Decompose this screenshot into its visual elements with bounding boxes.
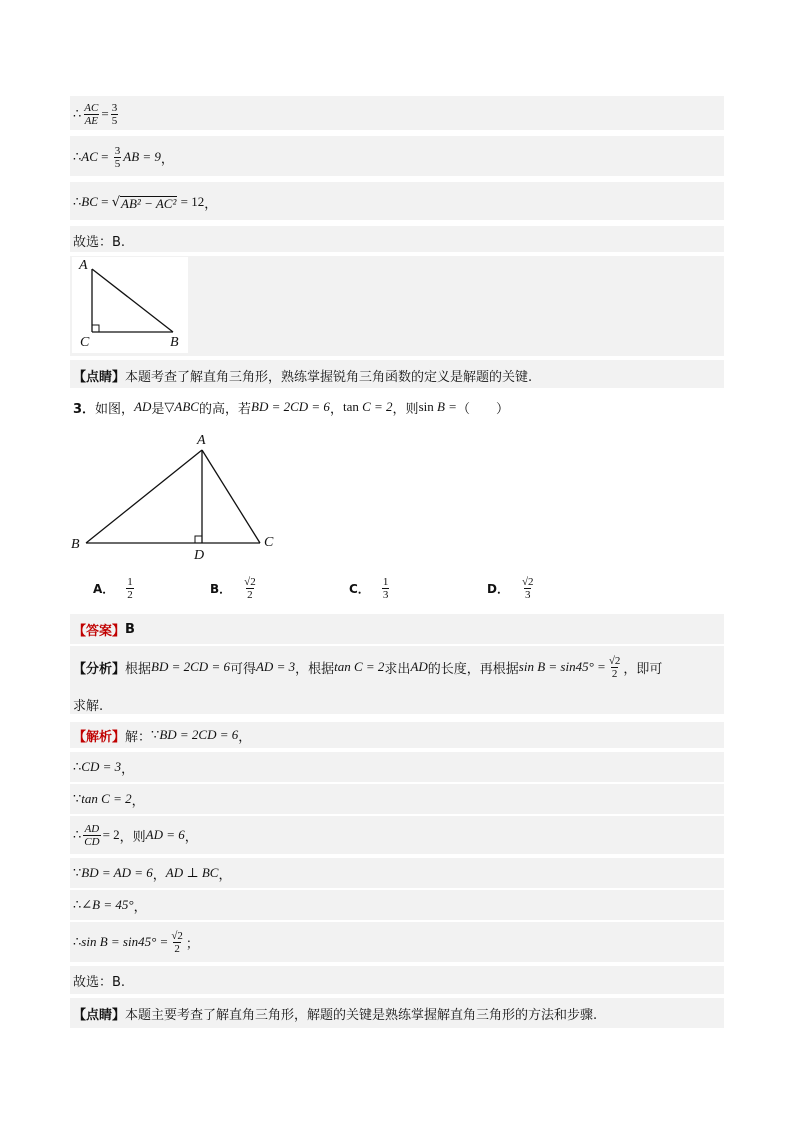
analysis-line: 【分析】 根据 BD = 2CD = 6 可得 AD = 3 ，根据 tan C = 2 求出 AD 的长度，再根据 sin B = sin45° = $\frac{√2}{2}$ ，即可 <box>73 654 663 680</box>
analysis-line-2: 求解. <box>73 698 104 714</box>
fraction: $\frac{AC}{AE}$ <box>84 101 99 127</box>
vertex-label-b: B <box>170 335 179 350</box>
option-b[interactable]: B． $\frac{√2}{2}$ <box>210 576 256 601</box>
solution-step-7: ∴ sin B = sin45° = $\frac{√2}{2}$ ； <box>73 929 199 955</box>
shade-block <box>70 752 724 782</box>
prev-step-2: ∴ AC = $\frac{3}{5}$ AB = 9 ， <box>73 144 174 170</box>
fraction: $\frac{3}{5}$ <box>111 101 118 127</box>
vertex-label-b: B <box>71 537 80 552</box>
fraction: $\frac{√2}{2}$ <box>244 576 256 601</box>
square-root: √ AB² − AC² <box>111 194 177 211</box>
shade-block <box>70 890 724 920</box>
shade-block <box>70 784 724 814</box>
solution-step-6: ∴ ∠B = 45° ， <box>73 897 147 915</box>
solution-step-5: ∵ BD = AD = 6 ， AD ⊥ BC ， <box>73 865 232 883</box>
fraction: $\frac{1}{2}$ <box>127 576 133 601</box>
vertex-label-a: A <box>79 258 88 273</box>
vertex-label-c: C <box>264 535 274 550</box>
prev-answer: 故选：B. <box>73 234 126 250</box>
fraction: $\frac{3}{5}$ <box>114 144 121 170</box>
prev-step-1: ∴ $\frac{AC}{AE}$ = $\frac{3}{5}$ <box>73 101 118 127</box>
triangle-abc-figure <box>66 428 286 564</box>
solution-step-2: ∴ CD = 3 ， <box>73 759 135 777</box>
option-c[interactable]: C． $\frac{1}{3}$ <box>349 576 389 601</box>
solution-step-3: ∵ tan C = 2 ， <box>73 791 145 809</box>
fraction: $\frac{√2}{2}$ <box>171 929 183 955</box>
solution-step-4: ∴ $\frac{AD}{CD}$ = 2 ，则 AD = 6 ， <box>73 822 198 848</box>
solution-header: 【解析】 解： ∵ BD = 2CD = 6 ， <box>73 727 252 745</box>
answer-line: 【答案】 B <box>73 621 135 639</box>
shade-block <box>70 226 724 252</box>
option-d[interactable]: D． $\frac{√2}{3}$ <box>487 576 534 601</box>
shade-block <box>70 614 724 644</box>
fraction: $\frac{AD}{CD}$ <box>84 822 100 848</box>
solution-note: 【点睛】 本题主要考查了解直角三角形，解题的关键是熟练掌握解直角三角形的方法和步骤. <box>73 1007 598 1023</box>
solution-answer: 故选：B. <box>73 974 126 990</box>
vertex-label-a: A <box>197 433 206 448</box>
question-3-stem: 3． 如图， AD 是 ▽ABC 的高，若 BD = 2CD = 6 ， tan C = 2 ，则 sin B = （ ） <box>73 399 509 417</box>
fraction: $\frac{√2}{2}$ <box>608 654 621 680</box>
vertex-label-c: C <box>80 335 90 350</box>
prev-note: 【点睛】 本题考查了解直角三角形，熟练掌握锐角三角函数的定义是解题的关键. <box>73 369 533 385</box>
shade-block <box>70 966 724 994</box>
fraction: $\frac{1}{3}$ <box>382 576 389 601</box>
right-triangle-figure <box>72 257 188 353</box>
shade-block <box>70 96 724 130</box>
option-a[interactable]: A． $\frac{1}{2}$ <box>93 576 133 601</box>
prev-step-3: ∴ BC = √ AB² − AC² = 12 ， <box>73 194 218 212</box>
vertex-label-d: D <box>194 548 205 563</box>
fraction: $\frac{√2}{3}$ <box>521 576 534 601</box>
